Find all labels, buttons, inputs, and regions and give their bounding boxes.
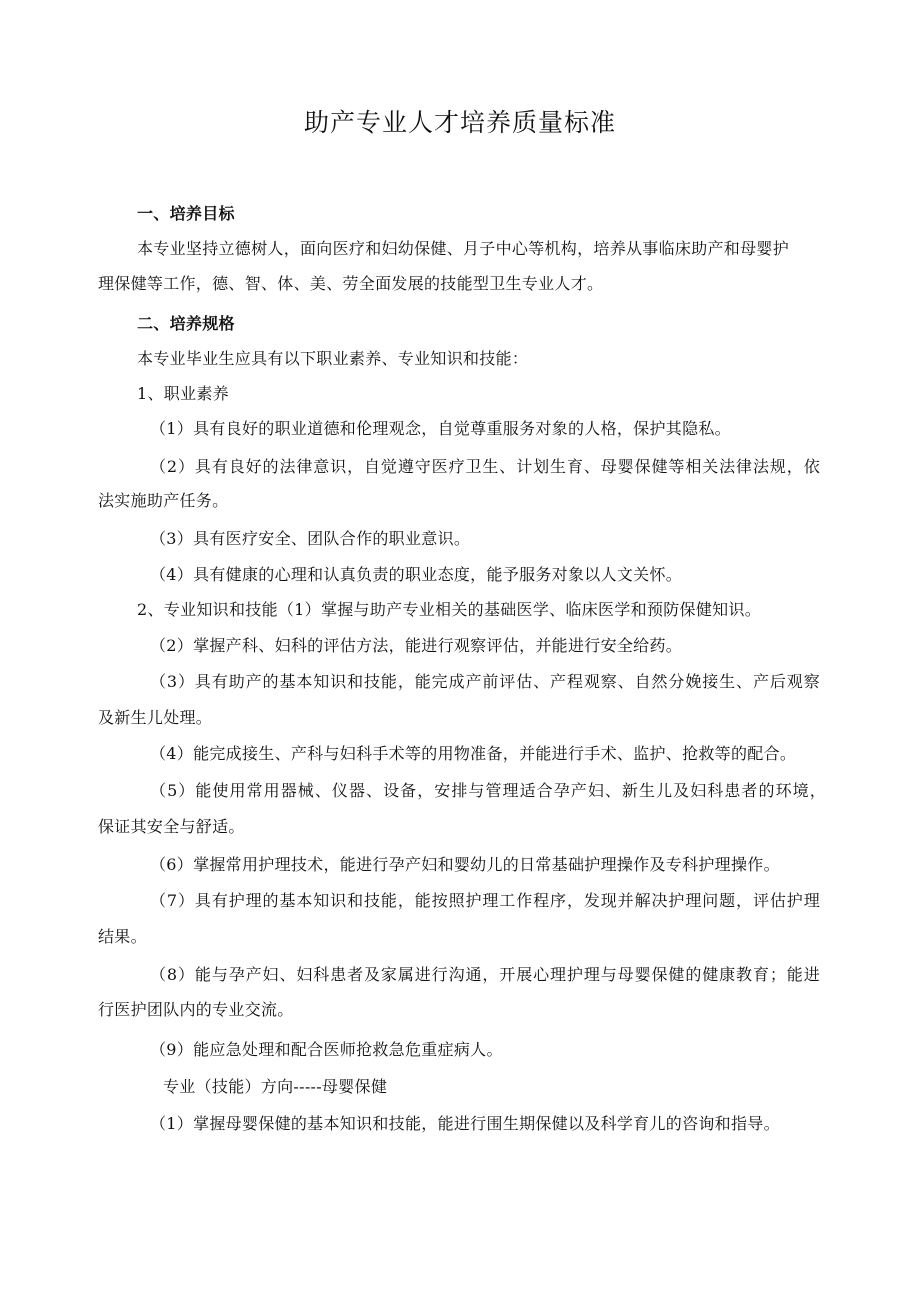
list-item-continuation: 结果。 — [98, 927, 147, 946]
list-item: （1）掌握母婴保健的基本知识和技能，能进行围生期保健以及科学育儿的咨询和指导。 — [150, 1114, 780, 1133]
list-item: （5）能使用常用器械、仪器、设备，安排与管理适合孕产妇、新生儿及妇科患者的环境， — [150, 781, 826, 800]
paragraph-line: 理保健等工作，德、智、体、美、劳全面发展的技能型卫生专业人才。 — [98, 274, 604, 293]
list-item: （3）具有助产的基本知识和技能，能完成产前评估、产程观察、自然分娩接生、产后观察 — [150, 672, 820, 691]
section-heading-spec: 二、培养规格 — [137, 314, 235, 333]
subsection-heading: 2、专业知识和技能（1）掌握与助产专业相关的基础医学、临床医学和预防保健知识。 — [137, 600, 762, 619]
list-item: （4）具有健康的心理和认真负责的职业态度，能予服务对象以人文关怀。 — [150, 565, 683, 584]
direction-heading: 专业（技能）方向-----母婴保健 — [163, 1077, 388, 1096]
section-heading-goal: 一、培养目标 — [137, 204, 235, 223]
list-item-continuation: 法实施助产任务。 — [98, 491, 229, 510]
paragraph-line: 本专业毕业生应具有以下职业素养、专业知识和技能： — [137, 349, 529, 368]
list-item-continuation: 及新生儿处理。 — [98, 708, 213, 727]
page-title: 助产专业人才培养质量标准 — [303, 108, 616, 137]
list-item: （7）具有护理的基本知识和技能，能按照护理工作程序，发现并解决护理问题，评估护理 — [150, 891, 820, 910]
list-item: （2）掌握产科、妇科的评估方法，能进行观察评估，并能进行安全给药。 — [150, 636, 683, 655]
list-item-continuation: 保证其安全与舒适。 — [98, 817, 245, 836]
list-item: （9）能应急处理和配合医师抢救急危重症病人。 — [150, 1040, 503, 1059]
list-item: （8）能与孕产妇、妇科患者及家属进行沟通，开展心理护理与母婴保健的健康教育；能进 — [150, 965, 820, 984]
subsection-heading: 1、职业素养 — [137, 384, 229, 403]
list-item: （6）掌握常用护理技术，能进行孕产妇和婴幼儿的日常基础护理操作及专科护理操作。 — [150, 855, 780, 874]
list-item: （3）具有医疗安全、团队合作的职业意识。 — [150, 529, 471, 548]
list-item: （4）能完成接生、产科与妇科手术等的用物准备，并能进行手术、监护、抢救等的配合。 — [150, 744, 797, 763]
paragraph-line: 本专业坚持立德树人，面向医疗和妇幼保健、月子中心等机构，培养从事临床助产和母婴护 — [137, 239, 790, 258]
list-item: （1）具有良好的职业道德和伦理观念，自觉尊重服务对象的人格，保护其隐私。 — [150, 419, 731, 438]
list-item-continuation: 行医护团队内的专业交流。 — [98, 1000, 294, 1019]
list-item: （2）具有良好的法律意识，自觉遵守医疗卫生、计划生育、母婴保健等相关法律法规，依 — [150, 457, 820, 476]
